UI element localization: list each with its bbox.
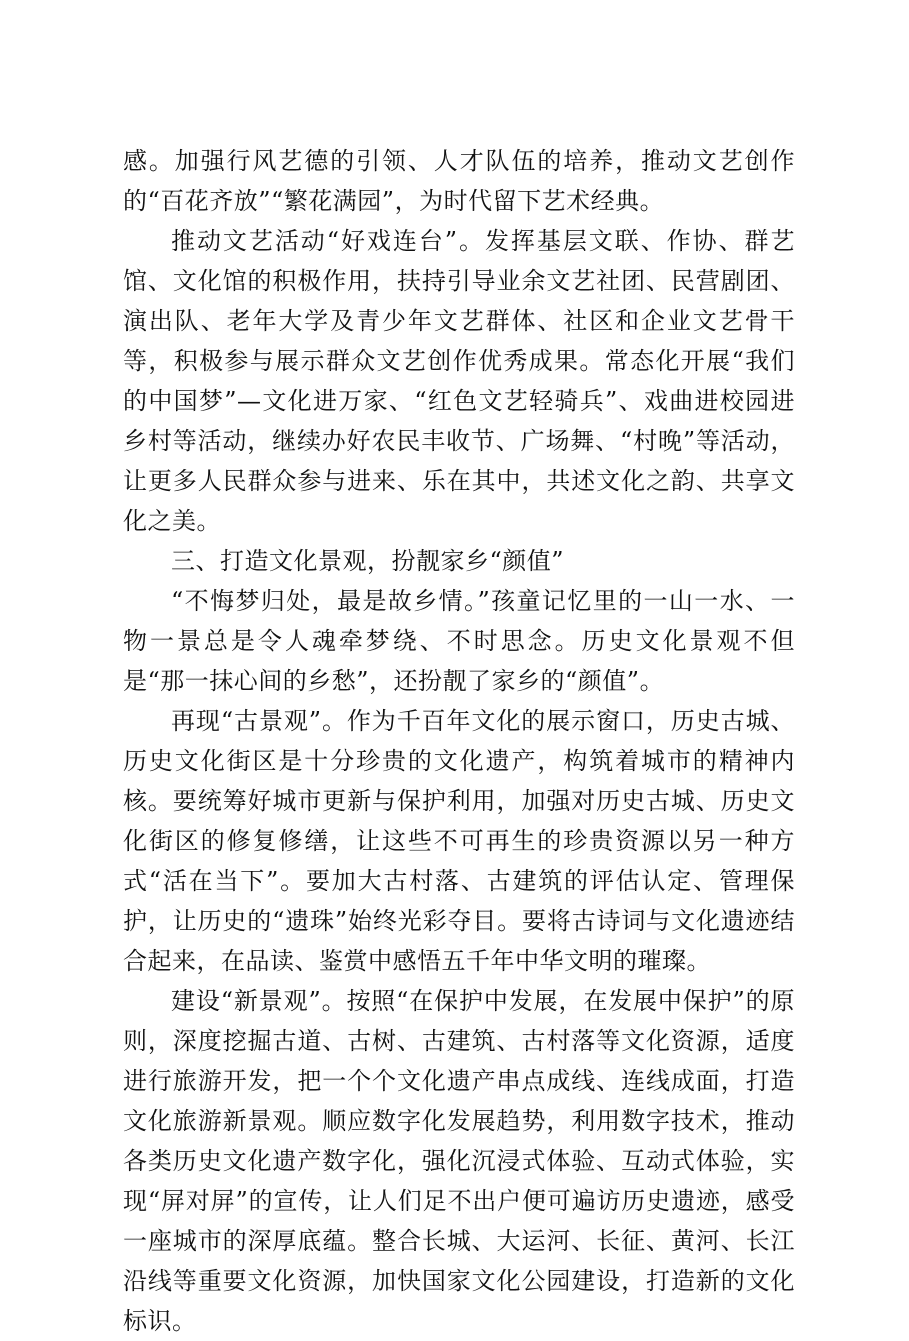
paragraph-hometown-intro: “不悔梦归处，最是故乡情。”孩童记忆里的一山一水、一物一景总是令人魂牵梦绕、不时思念。历史文化景观不但是“那一抹心间的乡愁”，还扮靓了家乡的“颜值”。	[123, 587, 795, 695]
paragraph-ancient-landscape: 再现“古景观”。作为千百年文化的展示窗口，历史古城、历史文化街区是十分珍贵的文化遗产，构筑着城市的精神内核。要统筹好城市更新与保护利用，加强对历史古城、历史文化街区的修复修缮，让这些不可再生的珍贵资源以另一种方式“活在当下”。要加大古村落、古建筑的评估认定、管理保护，让历史的“遗珠”始终光彩夺目。要将古诗词与文化遗迹结合起来，在品读、鉴赏中感悟五千年中华文明的璀璨。	[123, 707, 795, 975]
document-page	[123, 141, 795, 1341]
paragraph-continuation: 感。加强行风艺德的引领、人才队伍的培养，推动文艺创作的“百花齐放”“繁花满园”，为时代留下艺术经典。	[123, 147, 795, 215]
paragraph-new-landscape: 建设“新景观”。按照“在保护中发展，在发展中保护”的原则，深度挖掘古道、古树、古建筑、古村落等文化资源，适度进行旅游开发，把一个个文化遗产串点成线、连线成面，打造文化旅游新景观。顺应数字化发展趋势，利用数字技术，推动各类历史文化遗产数字化，强化沉浸式体验、互动式体验，实现“屏对屏”的宣传，让人们足不出户便可遍访历史遗迹，感受一座城市的深厚底蕴。整合长城、大运河、长征、黄河、长江沿线等重要文化资源，加快国家文化公园建设，打造新的文化标识。	[123, 987, 795, 1335]
paragraph-cultural-activities: 推动文艺活动“好戏连台”。发挥基层文联、作协、群艺馆、文化馆的积极作用，扶持引导业余文艺社团、民营剧团、演出队、老年大学及青少年文艺群体、社区和企业文艺骨干等，积极参与展示群众文艺创作优秀成果。常态化开展“我们的中国梦”—文化进万家、“红色文艺轻骑兵”、戏曲进校园进乡村等活动，继续办好农民丰收节、广场舞、“村晚”等活动，让更多人民群众参与进来、乐在其中，共述文化之韵、共享文化之美。	[123, 227, 795, 535]
section-heading: 三、打造文化景观，扮靓家乡“颜值”	[171, 547, 565, 575]
